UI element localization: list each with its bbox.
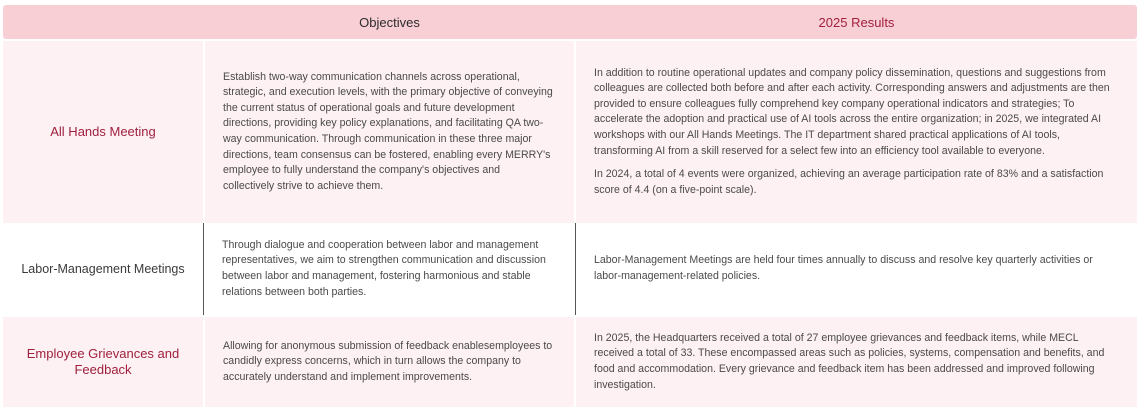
row-results [576, 317, 1137, 407]
results-paragraph: In addition to routine operational updates and company policy dissemination, questions and suggestions from colleagues are collected both before and after each activity. Corresponding answers and adjustments are then provided to ensure colleagues fully comprehend key company operational indicators and strategies; To accelerate the adoption and practical use of AI tools across the entire organization; in 2025, we integrated AI workshops with our All Hands Meetings. The IT department shared practical applications of AI tools, transforming AI from a skill reserved for a select few into an efficiency tool available to everyone. [594, 66, 1110, 157]
row-objective: Through dialogue and cooperation between labor and management representatives, we aim to strengthen communication and discussion between labor and management, fostering harmonious and stable relations between both parties. [203, 223, 576, 315]
table-header [3, 5, 1137, 39]
table-row [3, 317, 1137, 407]
header-empty-cell [3, 5, 203, 39]
row-results [576, 223, 1137, 315]
row-label: Employee Grievances and Feedback [26, 346, 180, 377]
header-results: 2025 Results [818, 14, 895, 30]
table-row [3, 41, 1137, 223]
header-objectives: Objectives [359, 14, 420, 30]
results-paragraph: In 2025, the Headquarters received a total of 27 employee grievances and feedback items, while MECL received a total of 33. These encompassed areas such as policies, systems, compensation and benefits, and food and accommodation. Every grievance and feedback item has been addressed and improved following investigation. [594, 331, 1105, 391]
results-paragraph: Labor-Management Meetings are held four times annually to discuss and resolve key quarterly activities or labor-management-related policies. [594, 254, 1093, 282]
table-row [3, 223, 1137, 315]
results-paragraph: In 2024, a total of 4 events were organized, achieving an average participation rate of 83% and a satisfaction score of 4.4 (on a five-point scale). [594, 168, 1104, 196]
row-label: Labor-Management Meetings [21, 262, 185, 276]
row-objective: Allowing for anonymous submission of feedback enablesemployees to candidly express concerns, which in turn allows the company to accurately understand and implement improvements. [203, 317, 576, 407]
row-label: All Hands Meeting [50, 124, 156, 139]
row-objective: Establish two-way communication channels across operational, strategic, and execution levels, with the primary objective of conveying the current status of operational goals and future development directions, providing key policy explanations, and facilitating QA two-way communication. Through communication in these three major directions, team consensus can be fostered, enabling every MERRY's employee to fully understand the company's objectives and collectively strive to achieve them. [203, 41, 576, 223]
engagement-table [3, 5, 1137, 407]
row-results [576, 41, 1137, 223]
